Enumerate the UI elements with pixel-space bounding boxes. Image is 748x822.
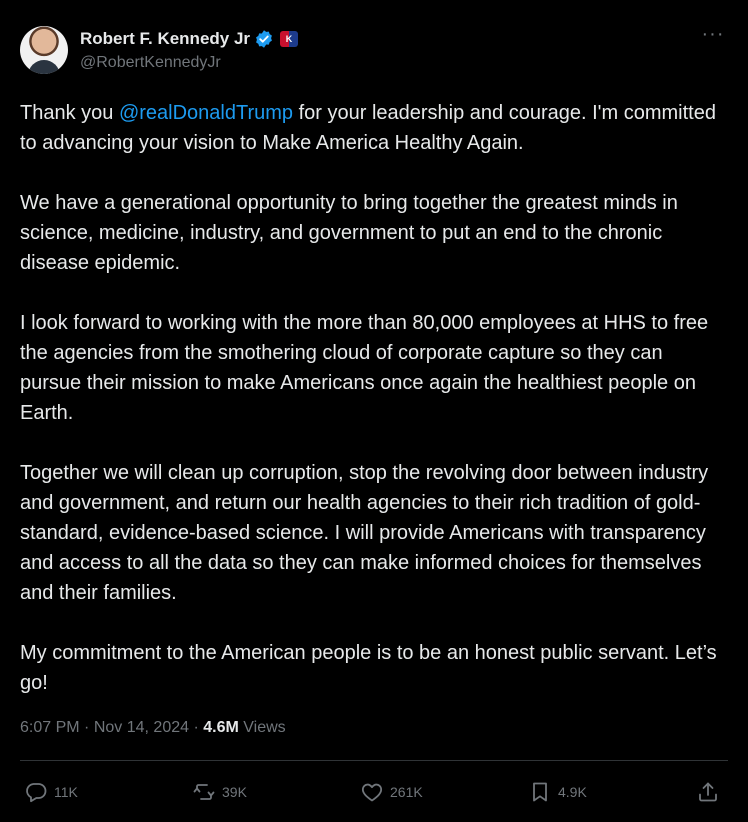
- divider: [20, 760, 728, 761]
- affiliate-badge-icon[interactable]: K: [280, 31, 298, 47]
- tweet-paragraph-5: My commitment to the American people is to be an honest public servant. Let’s go!: [20, 642, 717, 694]
- tweet-text-segment: for your leadership and courage. I'm committed to advancing your vision to Make America Healthy Again.: [20, 102, 716, 154]
- bookmark-icon: [528, 780, 552, 804]
- tweet-time[interactable]: 6:07 PM: [20, 719, 80, 736]
- repost-button[interactable]: [192, 776, 247, 808]
- reply-count: 11K: [54, 784, 78, 800]
- author-name-row: [80, 28, 298, 50]
- tweet-paragraph-4: Together we will clean up corruption, stop the revolving door between industry and government, and return our health agencies to their rich tradition of gold-standard, evidence-based science. I will provide Americans with transparency and access to all the data so they can make informed choices for themselves and their families.: [20, 462, 709, 604]
- repost-icon: [192, 780, 216, 804]
- share-button[interactable]: [696, 776, 720, 808]
- bookmark-button[interactable]: [528, 776, 587, 808]
- verified-badge-icon[interactable]: [254, 29, 274, 49]
- tweet-text: [20, 98, 726, 728]
- author-handle[interactable]: @RobertKennedyJr: [80, 54, 221, 71]
- views-label: Views: [243, 719, 286, 736]
- action-bar: [20, 776, 728, 808]
- reply-button[interactable]: [24, 776, 78, 808]
- like-count: 261K: [390, 784, 423, 800]
- views-count[interactable]: 4.6M: [203, 719, 239, 736]
- tweet-text-segment: Thank you: [20, 102, 119, 124]
- repost-count: 39K: [222, 784, 247, 800]
- more-horizontal-icon[interactable]: ···: [701, 23, 725, 45]
- tweet-meta: [20, 719, 286, 737]
- share-icon: [696, 780, 720, 804]
- like-button[interactable]: [360, 776, 423, 808]
- meta-separator: ·: [193, 719, 199, 736]
- author-display-name[interactable]: Robert F. Kennedy Jr: [80, 29, 251, 48]
- reply-icon: [24, 780, 48, 804]
- meta-separator: ·: [84, 719, 90, 736]
- heart-icon: [360, 780, 384, 804]
- tweet-date[interactable]: Nov 14, 2024: [93, 719, 190, 736]
- bookmark-count: 4.9K: [558, 784, 587, 800]
- mention-link[interactable]: @realDonaldTrump: [118, 102, 294, 124]
- tweet-header: [20, 23, 728, 76]
- tweet-paragraph-3: I look forward to working with the more than 80,000 employees at HHS to free the agencies from the smothering cloud of corporate capture so they can pursue their mission to make Americans once again the healthiest people on Earth.: [20, 312, 709, 424]
- tweet-paragraph-2: We have a generational opportunity to bring together the greatest minds in science, medicine, industry, and government to put an end to the chronic disease epidemic.: [20, 192, 678, 274]
- tweet-paragraph-1: [20, 98, 726, 158]
- avatar[interactable]: [20, 26, 68, 74]
